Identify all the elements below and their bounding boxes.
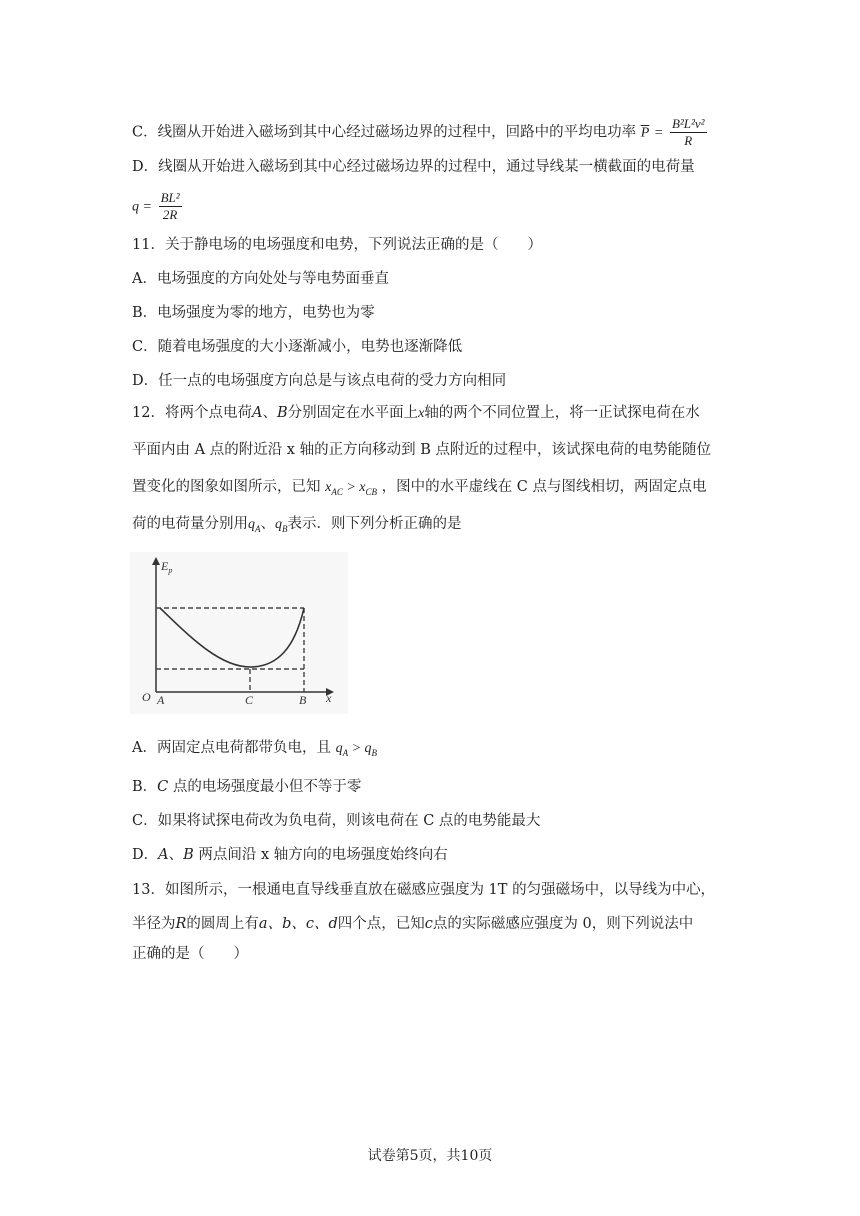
text: 两点间沿 x 轴方向的电场强度始终向右 — [193, 847, 448, 863]
q11-option-d: D．任一点的电场强度方向总是与该点电荷的受力方向相同 — [132, 373, 507, 389]
text: 荷的电荷量分别用 — [132, 516, 248, 532]
text: 的圆周上有 — [186, 916, 259, 932]
radius-symbol: R — [175, 916, 187, 932]
q12-option-d — [132, 845, 448, 865]
text: 轴的两个不同位置上，将一正试探电荷在水 — [424, 405, 700, 421]
power-numerator: B²L²v² — [671, 116, 705, 131]
text: D． — [132, 847, 159, 863]
point-a-label: A — [157, 693, 165, 707]
y-axis-label-text: E — [161, 559, 169, 573]
q12-option-c: C．如果将试探电荷改为负电荷，则该电荷在 C 点的电势能最大 — [132, 813, 541, 829]
formula-q: q = — [132, 199, 152, 215]
q10-option-c-text: C．线圈从开始进入磁场到其中心经过磁场边界的过程中，回路中的平均电功率 — [132, 124, 637, 141]
x-axis-symbol: x — [418, 406, 425, 421]
x-axis-label: x — [326, 691, 332, 705]
origin-label: O — [142, 690, 151, 704]
point-b-label: B — [299, 693, 307, 707]
formula-p-bar: $\overline{P}$ — [640, 125, 650, 141]
q10-option-c — [132, 116, 709, 149]
charge-a: A — [251, 405, 263, 421]
point-c-label: C — [245, 693, 254, 707]
text: 点的实际磁感应强度为 0，则下列说法中 — [432, 916, 694, 932]
text: 、 — [260, 516, 275, 532]
potential-energy-graph — [130, 552, 348, 714]
q11-stem: 11．关于静电场的电场强度和电势，下列说法正确的是（ ） — [132, 237, 542, 253]
text: 半径为 — [132, 916, 176, 932]
q12-option-a — [132, 738, 377, 759]
q12-option-b — [132, 777, 361, 797]
text: 四个点，已知 — [337, 916, 425, 932]
xac-gt-xcb: $x_{AC} > x_{CB}$ — [325, 480, 378, 497]
q13-stem-line2 — [132, 914, 693, 934]
text: 点的电场强度最小但不等于零 — [168, 779, 362, 795]
q12-stem-line4 — [132, 514, 462, 535]
q10-option-d-formula — [132, 190, 184, 223]
qa-symbol: $q_A$ — [248, 517, 261, 534]
text: 12．将两个点电荷 — [132, 405, 252, 421]
q12-stem-line1 — [132, 403, 700, 424]
q13-stem-line3: 正确的是（ ） — [132, 946, 248, 962]
point-a: A — [158, 847, 169, 863]
q11-option-b: B．电场强度为零的地方，电势也为零 — [132, 305, 375, 321]
text: B． — [132, 779, 158, 795]
point-c: c — [424, 916, 433, 932]
point-b: B — [183, 847, 194, 863]
y-axis-label: $E_p$ — [161, 559, 173, 575]
power-denominator: R — [684, 133, 693, 148]
page-footer: 试卷第5页，共10页 — [367, 1148, 493, 1164]
q12-stem-line3 — [132, 477, 706, 498]
graph-background — [130, 552, 348, 714]
q11-option-c: C．随着电场强度的大小逐渐减小，电势也逐渐降低 — [132, 339, 463, 355]
text: 、 — [262, 405, 277, 421]
points-abcd: a、b、c、d — [258, 916, 338, 932]
text: 置变化的图象如图所示，已知 — [132, 479, 321, 495]
qb-symbol: $q_B$ — [275, 517, 288, 534]
power-fraction — [670, 116, 707, 149]
text: 表示．则下列分析正确的是 — [287, 516, 462, 532]
q12-stem-line2: 平面内由 A 点的附近沿 x 轴的正方向移动到 B 点附近的过程中，该试探电荷的电势能随位 — [132, 442, 711, 458]
charge-fraction — [159, 190, 182, 223]
charge-denominator: 2R — [162, 207, 178, 222]
q10-option-d: D．线圈从开始进入磁场到其中心经过磁场边界的过程中，通过导线某一横截面的电荷量 — [132, 159, 695, 175]
q13-stem-line1: 13．如图所示，一根通电直导线垂直放在磁感应强度为 1T 的匀强磁场中，以导线为中心， — [132, 882, 716, 898]
q11-option-a: A．电场强度的方向处处与等电势面垂直 — [132, 271, 389, 287]
text: ，图中的水平虚线在 C 点与图线相切，两固定点电 — [381, 479, 707, 495]
text: 、 — [168, 847, 184, 863]
formula-equals: = — [653, 125, 664, 141]
text: A．两固定点电荷都带负电，且 — [132, 740, 331, 756]
qa-gt-qb: $q_A > q_B$ — [335, 741, 378, 758]
point-c: C — [157, 779, 169, 795]
text: 分别固定在水平面上 — [287, 405, 419, 421]
charge-b: B — [276, 405, 288, 421]
charge-numerator: BL² — [160, 190, 180, 205]
